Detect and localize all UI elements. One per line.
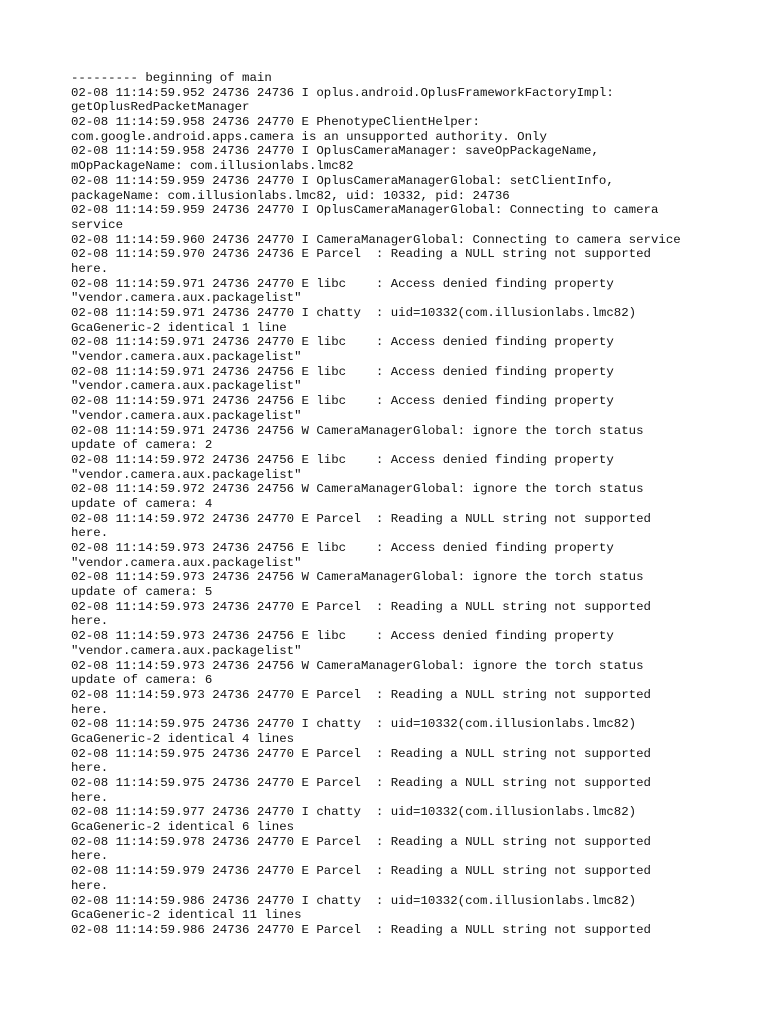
log-line: 02-08 11:14:59.986 24736 24770 I chatty : uid=10332(com.illusionlabs.lmc82)	[71, 893, 637, 908]
log-line: 02-08 11:14:59.971 24736 24756 E libc : Access denied finding property	[71, 394, 614, 409]
log-line: 02-08 11:14:59.959 24736 24770 I OplusCameraManagerGlobal: setClientInfo,	[71, 173, 614, 188]
log-line: 02-08 11:14:59.959 24736 24770 I OplusCameraManagerGlobal: Connecting to camera	[71, 203, 659, 218]
log-line: GcaGeneric-2 identical 11 lines	[71, 908, 302, 923]
log-document	[71, 71, 751, 938]
log-line: packageName: com.illusionlabs.lmc82, uid: 10332, pid: 24736	[71, 188, 510, 203]
log-line: 02-08 11:14:59.973 24736 24770 E Parcel : Reading a NULL string not supported	[71, 687, 651, 702]
log-line: here.	[71, 261, 109, 276]
log-line: 02-08 11:14:59.973 24736 24756 W CameraManagerGlobal: ignore the torch status	[71, 570, 644, 585]
log-line: update of camera: 5	[71, 585, 213, 600]
log-line: 02-08 11:14:59.973 24736 24756 E libc : Access denied finding property	[71, 629, 614, 644]
log-line: 02-08 11:14:59.972 24736 24756 E libc : Access denied finding property	[71, 452, 614, 467]
log-line: "vendor.camera.aux.packagelist"	[71, 408, 302, 423]
log-line: com.google.android.apps.camera is an unsupported authority. Only	[71, 129, 547, 144]
log-line: 02-08 11:14:59.986 24736 24770 E Parcel : Reading a NULL string not supported	[71, 922, 651, 937]
log-line: here.	[71, 790, 109, 805]
log-line: 02-08 11:14:59.971 24736 24770 E libc : Access denied finding property	[71, 335, 614, 350]
log-line: "vendor.camera.aux.packagelist"	[71, 291, 302, 306]
log-line: update of camera: 6	[71, 673, 213, 688]
log-line: 02-08 11:14:59.958 24736 24770 I OplusCameraManager: saveOpPackageName,	[71, 144, 599, 159]
log-line: 02-08 11:14:59.975 24736 24770 E Parcel : Reading a NULL string not supported	[71, 746, 651, 761]
log-line: 02-08 11:14:59.952 24736 24736 I oplus.android.OplusFrameworkFactoryImpl:	[71, 85, 614, 100]
log-line: "vendor.camera.aux.packagelist"	[71, 379, 302, 394]
log-line: here.	[71, 878, 109, 893]
log-line: getOplusRedPacketManager	[71, 100, 250, 115]
log-line: 02-08 11:14:59.977 24736 24770 I chatty : uid=10332(com.illusionlabs.lmc82)	[71, 805, 637, 820]
log-line: "vendor.camera.aux.packagelist"	[71, 350, 302, 365]
log-line: --------- beginning of main	[71, 71, 272, 85]
log-line: 02-08 11:14:59.973 24736 24770 E Parcel : Reading a NULL string not supported	[71, 599, 651, 614]
log-line: 02-08 11:14:59.970 24736 24736 E Parcel : Reading a NULL string not supported	[71, 247, 651, 262]
log-line: 02-08 11:14:59.978 24736 24770 E Parcel : Reading a NULL string not supported	[71, 834, 651, 849]
log-line: here.	[71, 849, 109, 864]
log-line: 02-08 11:14:59.958 24736 24770 E PhenotypeClientHelper:	[71, 115, 480, 130]
log-line: update of camera: 4	[71, 496, 213, 511]
log-line: service	[71, 217, 124, 232]
log-line: 02-08 11:14:59.979 24736 24770 E Parcel : Reading a NULL string not supported	[71, 864, 651, 879]
log-line: GcaGeneric-2 identical 1 line	[71, 320, 287, 335]
log-line: here.	[71, 761, 109, 776]
log-line: "vendor.camera.aux.packagelist"	[71, 467, 302, 482]
log-line: 02-08 11:14:59.971 24736 24756 E libc : Access denied finding property	[71, 364, 614, 379]
log-line: 02-08 11:14:59.972 24736 24756 W CameraManagerGlobal: ignore the torch status	[71, 482, 644, 497]
log-line: 02-08 11:14:59.971 24736 24770 I chatty : uid=10332(com.illusionlabs.lmc82)	[71, 306, 637, 320]
log-line: here.	[71, 702, 109, 717]
log-line: 02-08 11:14:59.973 24736 24756 W CameraManagerGlobal: ignore the torch status	[71, 658, 644, 673]
log-line: 02-08 11:14:59.973 24736 24756 E libc : Access denied finding property	[71, 541, 614, 555]
log-line: "vendor.camera.aux.packagelist"	[71, 643, 302, 658]
log-line: here.	[71, 614, 109, 629]
log-line: update of camera: 2	[71, 438, 213, 453]
log-line: 02-08 11:14:59.971 24736 24770 E libc : Access denied finding property	[71, 276, 614, 291]
log-line: "vendor.camera.aux.packagelist"	[71, 555, 302, 570]
log-line: 02-08 11:14:59.971 24736 24756 W CameraManagerGlobal: ignore the torch status	[71, 423, 644, 438]
log-line: 02-08 11:14:59.975 24736 24770 E Parcel : Reading a NULL string not supported	[71, 776, 651, 790]
log-line: 02-08 11:14:59.972 24736 24770 E Parcel : Reading a NULL string not supported	[71, 511, 651, 526]
log-line: 02-08 11:14:59.975 24736 24770 I chatty : uid=10332(com.illusionlabs.lmc82)	[71, 717, 637, 732]
log-line: here.	[71, 526, 109, 541]
log-line: 02-08 11:14:59.960 24736 24770 I CameraManagerGlobal: Connecting to camera service	[71, 232, 681, 247]
log-line: GcaGeneric-2 identical 6 lines	[71, 820, 295, 835]
log-line: GcaGeneric-2 identical 4 lines	[71, 731, 295, 746]
log-line: mOpPackageName: com.illusionlabs.lmc82	[71, 159, 354, 174]
